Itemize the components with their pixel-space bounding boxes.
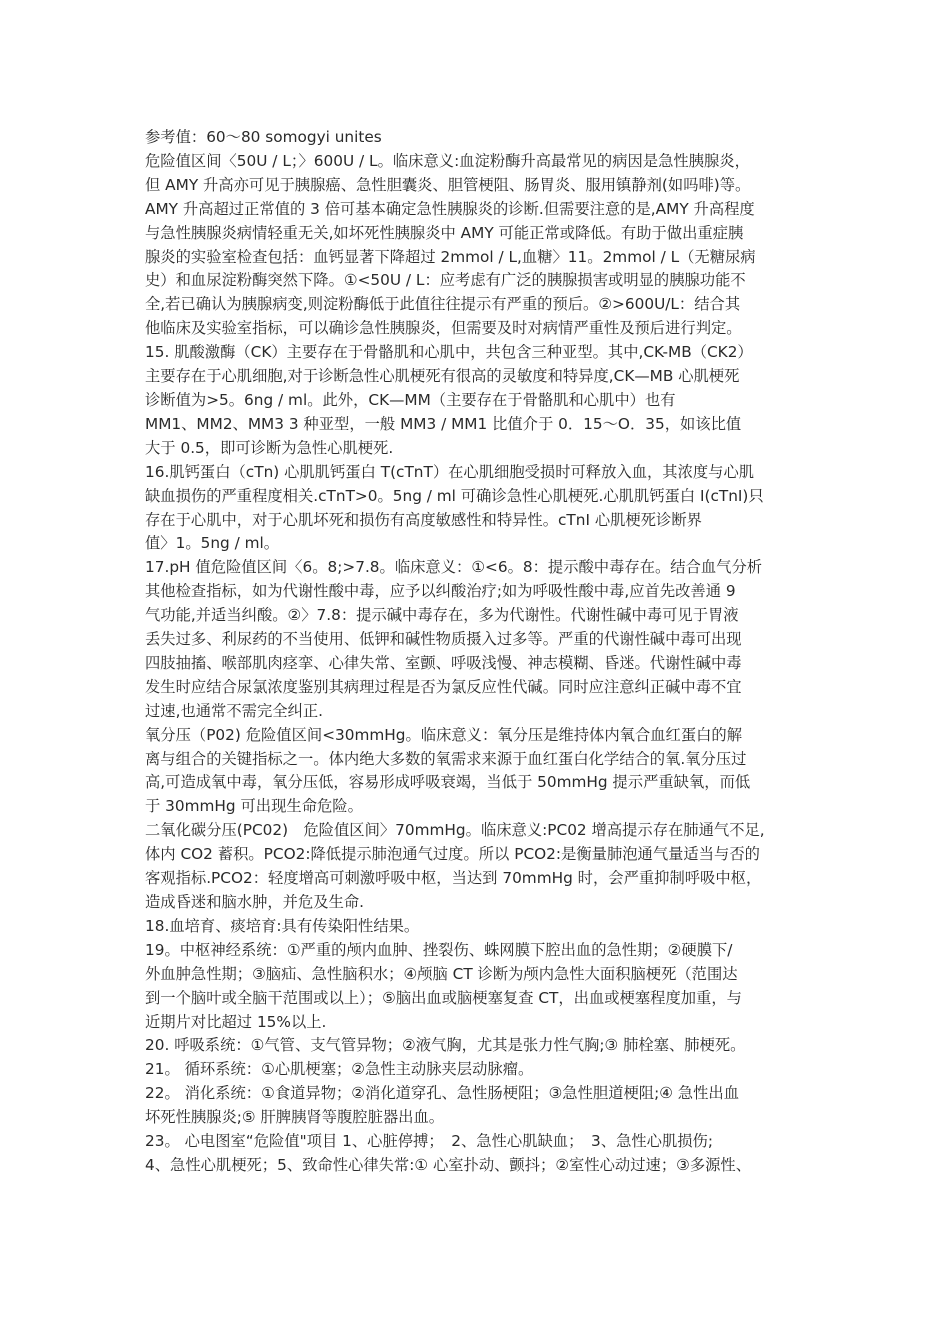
- text-line: 外血肿急性期；③脑疝、急性脑积水；④颅脑 CT 诊断为颅内急性大面积脑梗死（范围达: [145, 964, 738, 983]
- document-body: [145, 126, 813, 1178]
- text-line: 造成昏迷和脑水肿，并危及生命.: [145, 893, 365, 911]
- text-line: 发生时应结合尿氯浓度鉴别其病理过程是否为氯反应性代碱。同时应注意纠正碱中毒不宜: [145, 677, 742, 696]
- text-line: 20. 呼吸系统：①气管、支气管异物；②液气胸，尤其是张力性气胸;③ 肺栓塞、肺梗死。: [145, 1036, 746, 1055]
- text-line: 氧分压（P02) 危险值区间<30mmHg。临床意义：氧分压是维持体内氧合血红蛋白的解: [145, 725, 743, 744]
- text-line: 史）和血尿淀粉酶突然下降。①<50U / L：应考虑有广泛的胰腺损害或明显的胰腺功能不: [145, 271, 746, 290]
- text-line: 四肢抽搐、喉部肌肉痉挛、心律失常、室颤、呼吸浅慢、神志模糊、昏迷。代谢性碱中毒: [145, 653, 742, 672]
- text-line: 其他检查指标，如为代谢性酸中毒，应予以纠酸治疗;如为呼吸性酸中毒,应首先改善通 9: [145, 582, 736, 601]
- text-line: 坏死性胰腺炎;⑤ 肝脾胰肾等腹腔脏器出血。: [145, 1108, 445, 1127]
- text-line: 23。 心电图室“危险值"项目 1、心脏停搏； 2、急性心肌缺血； 3、急性心肌损伤;: [145, 1132, 713, 1151]
- text-line: 19。中枢神经系统：①严重的颅内血肿、挫裂伤、蛛网膜下腔出血的急性期；②硬膜下/: [145, 940, 733, 959]
- text-line: 腺炎的实验室检查包括：血钙显著下降超过 2mmol / L,血糖〉11。2mmol / L（无糖尿病: [145, 247, 756, 266]
- text-line: 值〉1。5ng / ml。: [145, 534, 280, 553]
- text-line: 缺血损伤的严重程度相关.cTnT>0。5ng / ml 可确诊急性心肌梗死.心肌肌钙蛋白 I(cTnI)只: [145, 486, 764, 505]
- text-line: 但 AMY 升高亦可见于胰腺癌、急性胆囊炎、胆管梗阻、肠胃炎、服用镇静剂(如吗啡)等。: [145, 175, 751, 194]
- text-line: 近期片对比超过 15%以上.: [145, 1012, 327, 1031]
- text-line: 15. 肌酸激酶（CK）主要存在于骨骼肌和心肌中，共包含三种亚型。其中,CK-MB（CK2）: [145, 343, 753, 362]
- text-line: 二氧化碳分压(PC02) 危险值区间〉70mmHg。临床意义:PC02 增高提示存在肺通气不足,: [145, 821, 765, 840]
- text-line: 到一个脑叶或全脑干范围或以上）；⑤脑出血或脑梗塞复查 CT，出血或梗塞程度加重，与: [145, 988, 742, 1007]
- text-line: 气功能,并适当纠酸。②〉7.8：提示碱中毒存在，多为代谢性。代谢性碱中毒可见于胃液: [145, 606, 739, 625]
- text-line: 22。 消化系统：①食道异物；②消化道穿孔、急性肠梗阻；③急性胆道梗阻;④ 急性出血: [145, 1084, 739, 1103]
- text-line: 16.肌钙蛋白（cTn) 心肌肌钙蛋白 T(cTnT）在心肌细胞受损时可释放入血，其浓度与心肌: [145, 462, 755, 481]
- text-line: AMY 升高超过正常值的 3 倍可基本确定急性胰腺炎的诊断.但需要注意的是,AMY 升高程度: [145, 199, 755, 218]
- text-line: 高,可造成氧中毒，氧分压低，容易形成呼吸衰竭，当低于 50mmHg 提示严重缺氧，而低: [145, 773, 751, 792]
- text-line: 客观指标.PCO2：轻度增高可刺激呼吸中枢，当达到 70mmHg 时，会严重抑制呼吸中枢，: [145, 869, 762, 888]
- text-line: 与急性胰腺炎病情轻重无关,如坏死性胰腺炎中 AMY 可能正常或降低。有助于做出重症胰: [145, 223, 744, 242]
- text-line: 大于 0.5，即可诊断为急性心肌梗死.: [145, 438, 394, 457]
- text-line: 21。 循环系统：①心肌梗塞；②急性主动脉夹层动脉瘤。: [145, 1060, 534, 1079]
- text-line: 17.pH 值危险值区间〈6。8;>7.8。临床意义：①<6。8：提示酸中毒存在。结合血气分析: [145, 558, 763, 577]
- text-line: MM1、MM2、MM3 3 种亚型，一般 MM3 / MM1 比值介于 0．15～O．35，如该比值: [145, 414, 742, 433]
- text-line: 18.血培育、痰培育:具有传染阳性结果。: [145, 916, 420, 935]
- text-line: 他临床及实验室指标，可以确诊急性胰腺炎，但需要及时对病情严重性及预后进行判定。: [145, 319, 742, 338]
- text-line: 于 30mmHg 可出现生命危险。: [145, 797, 363, 816]
- text-line: 离与组合的关键指标之一。体内绝大多数的氧需求来源于血红蛋白化学结合的氧.氧分压过: [145, 749, 747, 768]
- text-line: 存在于心肌中，对于心肌坏死和损伤有高度敏感性和特异性。cTnI 心肌梗死诊断界: [145, 510, 702, 529]
- text-line: 危险值区间〈50U / L；〉600U / L。临床意义:血淀粉酶升高最常见的病因是急性胰腺炎，: [145, 151, 750, 170]
- text-line: 丢失过多、利尿药的不当使用、低钾和碱性物质摄入过多等。严重的代谢性碱中毒可出现: [145, 630, 742, 649]
- text-line: 4、急性心肌梗死；5、致命性心律失常:① 心室扑动、颤抖；②室性心动过速；③多源性、: [145, 1155, 752, 1174]
- text-line: 体内 CO2 蓄积。PCO2:降低提示肺泡通气过度。所以 PCO2:是衡量肺泡通气量适当与否的: [145, 845, 760, 864]
- text-line: 诊断值为>5。6ng / ml。此外，CK—MM（主要存在于骨骼肌和心肌中）也有: [145, 390, 676, 409]
- text-line: 主要存在于心肌细胞,对于诊断急性心肌梗死有很高的灵敏度和特异度,CK—MB 心肌梗死: [145, 367, 740, 386]
- text-line: 参考值：60～80 somogyi unites: [145, 128, 382, 146]
- text-line: 全,若已确认为胰腺病变,则淀粉酶低于此值往往提示有严重的预后。②>600U/L：结合其: [145, 295, 741, 314]
- text-line: 过速,也通常不需完全纠正.: [145, 701, 323, 720]
